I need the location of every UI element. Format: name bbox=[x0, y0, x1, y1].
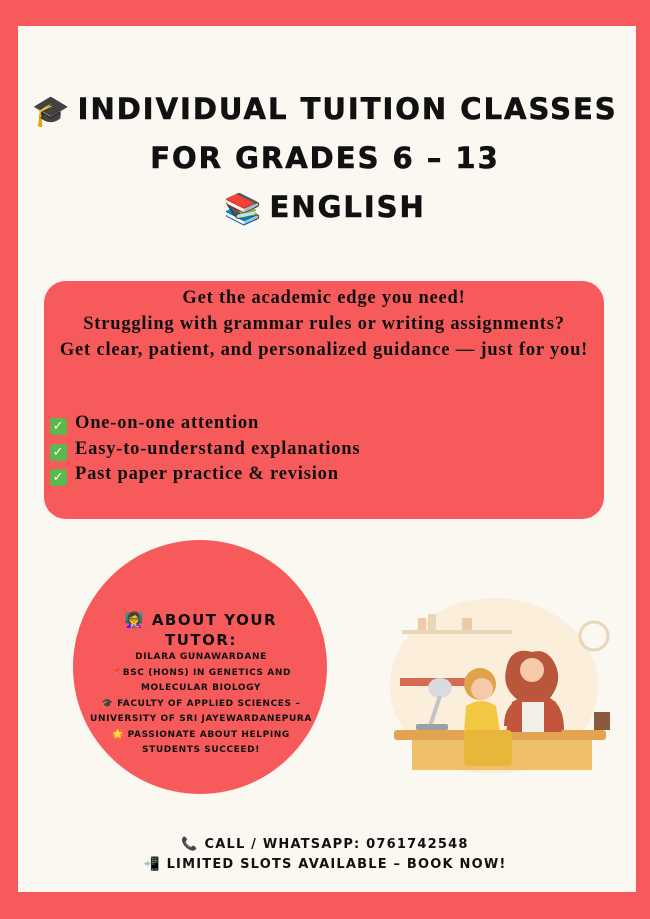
checkmark-icon: ✓ bbox=[50, 469, 67, 486]
tutor-degree bbox=[88, 666, 314, 697]
tutor-passion-text: PASSIONATE ABOUT HELPING STUDENTS SUCCEED! bbox=[127, 729, 290, 755]
tutor-illustration bbox=[372, 590, 620, 784]
subject-text: ENGLISH bbox=[269, 190, 426, 224]
checkmark-icon: ✓ bbox=[50, 418, 67, 435]
tutor-info bbox=[88, 610, 314, 759]
teacher-icon: 👩‍🏫 bbox=[124, 611, 146, 629]
tutor-name: DILARA GUNAWARDANE bbox=[135, 652, 267, 662]
tutor-passion bbox=[88, 728, 314, 759]
intro-line-3: Get clear, patient, and personalized guidance — just for you! bbox=[59, 340, 589, 360]
contact-slots bbox=[0, 857, 650, 872]
title-line-2: FOR GRADES 6 – 13 bbox=[150, 141, 500, 175]
intro-text bbox=[54, 285, 594, 363]
pin-icon: 📍 bbox=[110, 667, 123, 678]
feature-label: One-on-one attention bbox=[75, 413, 260, 433]
checkmark-icon: ✓ bbox=[50, 444, 67, 461]
tutor-heading bbox=[88, 610, 314, 650]
mobile-phone-icon: 📲 bbox=[143, 857, 161, 872]
phone-icon: 📞 bbox=[181, 837, 199, 852]
feature-label: Easy-to-understand explanations bbox=[75, 438, 361, 459]
info-box bbox=[44, 281, 604, 519]
phone-text: CALL / WHATSAPP: 0761742548 bbox=[204, 837, 469, 852]
list-item bbox=[50, 411, 360, 437]
list-item bbox=[50, 462, 360, 488]
feature-list bbox=[50, 411, 360, 488]
graduation-cap-icon: 🎓 bbox=[32, 93, 72, 129]
tutor-faculty bbox=[88, 697, 314, 728]
graduation-cap-icon: 🎓 bbox=[101, 698, 114, 709]
tutor-faculty-text: FACULTY OF APPLIED SCIENCES – UNIVERSITY OF SRI JAYEWARDANEPURA bbox=[90, 698, 312, 724]
books-icon: 📚 bbox=[224, 191, 264, 227]
title-line-1 bbox=[0, 92, 650, 129]
slots-text: LIMITED SLOTS AVAILABLE – BOOK NOW! bbox=[166, 857, 507, 872]
feature-label: Past paper practice & revision bbox=[75, 464, 339, 484]
contact-phone bbox=[0, 837, 650, 852]
title-line-3 bbox=[0, 190, 650, 227]
title-text-1: INDIVIDUAL TUITION CLASSES bbox=[77, 92, 618, 126]
intro-line-2: Struggling with grammar rules or writing assignments? bbox=[83, 314, 565, 334]
tutor-degree-text: BSC (HONS) IN GENETICS AND MOLECULAR BIOLOGY bbox=[122, 667, 292, 693]
list-item bbox=[50, 437, 360, 463]
tutor-heading-text: ABOUT YOUR TUTOR: bbox=[151, 611, 278, 649]
star-icon: 🌟 bbox=[112, 729, 124, 740]
intro-line-1: Get the academic edge you need! bbox=[182, 288, 466, 308]
